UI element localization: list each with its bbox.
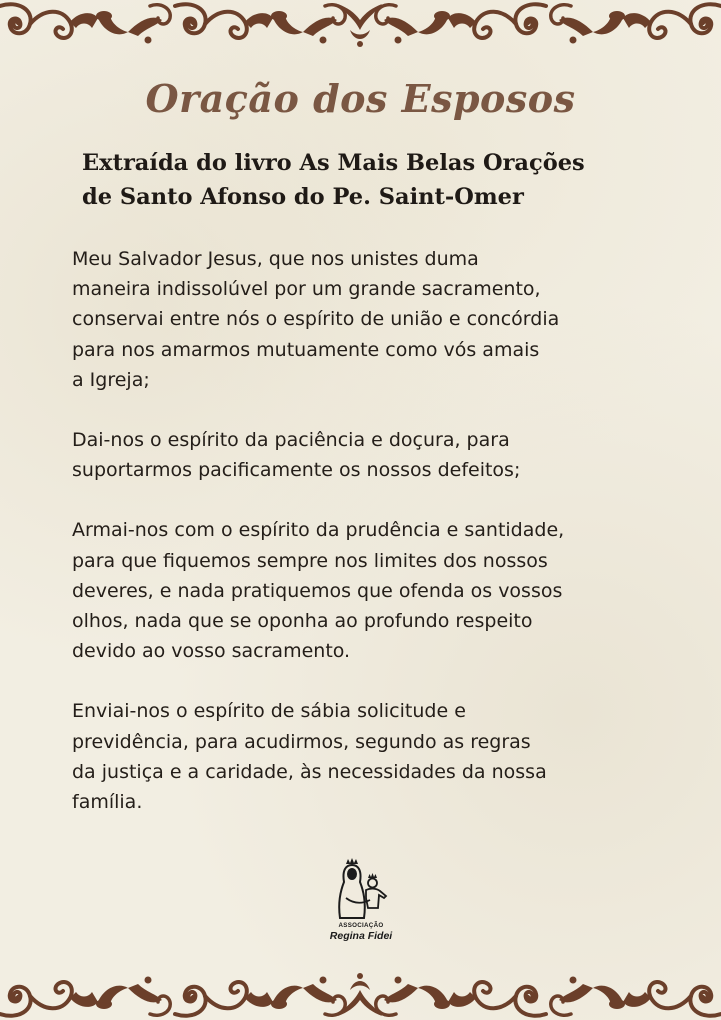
paragraph: [72, 515, 682, 666]
text-line: a Igreja;: [72, 368, 150, 391]
text-line: deveres, e nada pratiquemos que ofenda os vossos: [72, 579, 563, 602]
subtitle-line: Extraída do livro As Mais Belas Orações: [82, 150, 585, 176]
text-line: Meu Salvador Jesus, que nos unistes duma: [72, 248, 479, 270]
top-ornamental-border: [0, 0, 721, 52]
text-line: Armai-nos com o espírito da prudência e santidade,: [72, 519, 565, 542]
logo-association-label: ASSOCIAÇÃO: [338, 922, 384, 929]
text-line: conservai entre nós o espírito de união e concórdia: [72, 308, 560, 331]
paragraph: [72, 425, 682, 485]
prayer-body: [72, 244, 682, 847]
text-line: suportarmos pacificamente os nossos defeitos;: [72, 459, 521, 482]
text-line: Enviai-nos o espírito de sábia solicitude e: [72, 700, 466, 723]
text-line: Dai-nos o espírito da paciência e doçura, para: [72, 429, 510, 452]
paragraph: [72, 696, 682, 817]
subtitle: [82, 146, 682, 214]
text-line: família.: [72, 791, 143, 814]
logo-name: Regina Fidei: [329, 930, 393, 942]
text-line: devido ao vosso sacramento.: [72, 640, 351, 663]
page-title: Oração dos Esposos: [145, 76, 576, 121]
text-line: olhos, nada que se oponha ao profundo respeito: [72, 610, 533, 633]
text-line: previdência, para acudirmos, segundo as regras: [72, 730, 531, 753]
subtitle-line: de Santo Afonso do Pe. Saint-Omer: [82, 184, 524, 210]
madonna-and-child-icon: [324, 858, 398, 922]
paragraph: [72, 244, 682, 395]
bottom-ornamental-border: [0, 968, 721, 1020]
text-line: maneira indissolúvel por um grande sacramento,: [72, 278, 541, 301]
text-line: para nos amarmos mutuamente como vós amais: [72, 338, 540, 361]
text-line: para que fiquemos sempre nos limites dos nossos: [72, 549, 548, 572]
text-line: da justiça e a caridade, às necessidades da nossa: [72, 760, 547, 783]
association-logo: [324, 858, 398, 948]
